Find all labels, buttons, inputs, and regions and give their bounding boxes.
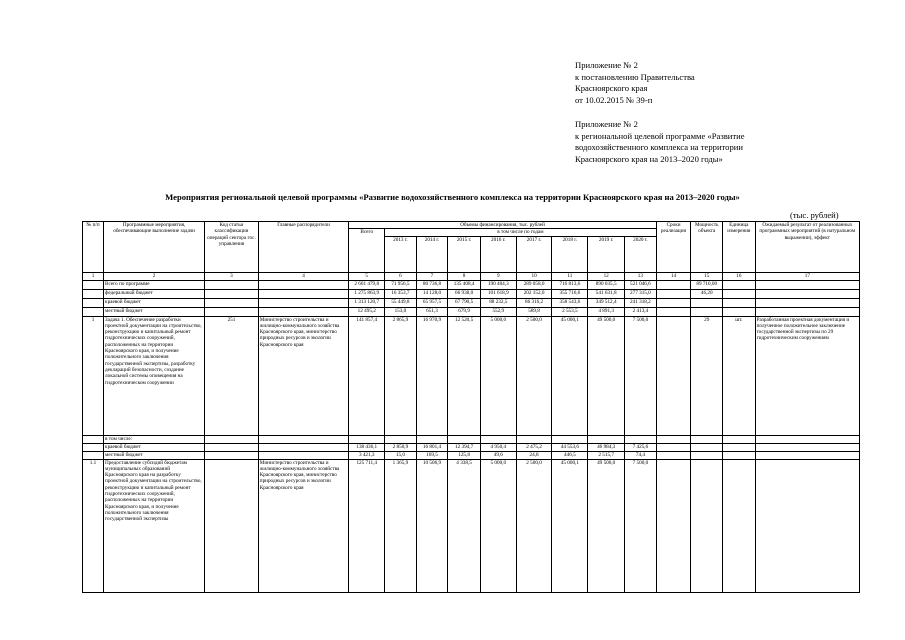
subtask-value: 7 500,0 (625, 459, 657, 592)
task-value: 16 970,9 (416, 316, 448, 435)
subtask-label: Предоставление субсидий бюджетам муниципальных образований Красноярского края на разработку проектной документации на строительство, реконструкцию и капитальный ремонт гидротехнических сооружений, расположенных на территории Красноярского края, и получение положительного заключения государственной экспертизы (104, 459, 205, 592)
summary-value: 679,9 (448, 307, 481, 316)
appendix-line: Красноярского края (575, 83, 648, 94)
summary-value: 241 318,2 (625, 298, 657, 307)
summary-value: 716 813,6 (552, 280, 588, 289)
summary-value: 2 413,4 (625, 307, 657, 316)
appendix-line: Приложение № 2 (575, 119, 638, 129)
task-capacity: 29 (691, 316, 723, 435)
summary-value: 552,9 (480, 307, 516, 316)
col-number: 2 (104, 272, 205, 280)
header-year: 2015 г. (448, 236, 481, 272)
task-value: 45 000,1 (552, 316, 588, 435)
appendix-line: Приложение № 2 (575, 60, 638, 70)
header-by-years: в том числе по годам (385, 229, 657, 236)
header-funding: Объемы финансирования, тыс. рублей (349, 222, 656, 229)
task-unit: шт. (723, 316, 756, 435)
header-total: Всего (349, 229, 385, 272)
col-number: 15 (691, 272, 723, 280)
breakdown-value: 125,8 (448, 451, 481, 459)
summary-value: 289 058,0 (516, 280, 552, 289)
summary-value: 202 152,0 (516, 289, 552, 298)
header-year: 2019 г. (588, 236, 625, 272)
summary-capacity: 89 710,00 (691, 280, 723, 289)
subtask-managers: Министерство строительства и жилищно-коммунального хозяйства Красноярского края, министерство природных ресурсов и экологии Красноярского края (258, 459, 349, 592)
breakdown-value: 2 515,7 (588, 451, 625, 459)
subtask-value: 49 500,0 (588, 459, 625, 592)
header-unit: Единица измерения (723, 222, 756, 273)
subtask-value: 1 365,9 (385, 459, 417, 592)
summary-value: 16 353,7 (385, 289, 417, 298)
task-number: 1 (83, 316, 104, 435)
col-number: 1 (83, 272, 104, 280)
breakdown-label: местный бюджет (104, 451, 205, 459)
summary-value: 651,3 (416, 307, 448, 316)
col-number: 12 (588, 272, 625, 280)
breakdown-value: 46 984,3 (588, 443, 625, 451)
summary-value: 14 128,0 (416, 289, 448, 298)
summary-value: 358 543,6 (552, 298, 588, 307)
breakdown-value: 4 950,4 (480, 443, 516, 451)
summary-value: 349 512,4 (588, 298, 625, 307)
appendix-line: к региональной целевой программе «Развитие (575, 130, 745, 141)
summary-value: 101 618,9 (480, 289, 516, 298)
appendix-line: от 10.02.2015 № 39-п (575, 94, 653, 105)
task-value: 49 500,0 (588, 316, 625, 435)
col-number: 9 (480, 272, 516, 280)
header-no: № п/п (83, 222, 104, 273)
header-year: 2017 г. (516, 236, 552, 272)
subtask-value: 10 506,9 (416, 459, 448, 592)
summary-value: 80 736,8 (416, 280, 448, 289)
breakdown-value: 16 801,4 (416, 443, 448, 451)
summary-value: 88 232,5 (480, 298, 516, 307)
summary-value: 1 313 120,7 (349, 298, 385, 307)
header-managers: Главные распорядители (258, 222, 349, 273)
summary-label: Всего по программе (104, 280, 205, 289)
appendix-line: водохозяйственного комплекса на территории (575, 142, 743, 153)
header-year: 2018 г. (552, 236, 588, 272)
summary-value: 190 404,3 (480, 280, 516, 289)
summary-value: 135 408,4 (448, 280, 481, 289)
subtask-value: 5 000,0 (480, 459, 516, 592)
col-number: 14 (656, 272, 691, 280)
summary-value: 2 601 479,8 (349, 280, 385, 289)
header-year: 2013 г. (385, 236, 417, 272)
subtask-value: 45 000,1 (552, 459, 588, 592)
summary-value: 589,8 (516, 307, 552, 316)
column-numbers-row (83, 272, 860, 280)
appendix-header-2 (575, 119, 745, 165)
document-title: Мероприятия региональной целевой программы «Развитие водохозяйственного комплекса на территории Красноярского края на 2013–2020 годы» (165, 192, 740, 202)
header-year: 2016 г. (480, 236, 516, 272)
col-number: 10 (516, 272, 552, 280)
col-number: 17 (755, 272, 859, 280)
subtask-row (83, 459, 860, 592)
header-code: Код статьи классификации операций сектора гос. управления (205, 222, 259, 273)
breakdown-value: 3 421,3 (349, 451, 385, 459)
summary-capacity: 46,20 (691, 289, 723, 298)
breakdown-value: 15,0 (385, 451, 417, 459)
summary-value: 277 315,0 (625, 289, 657, 298)
header-year: 2020 г. (625, 236, 657, 272)
breakdown-row-local (83, 451, 860, 459)
breakdown-value: 49,6 (480, 451, 516, 459)
breakdown-label: в том числе: (104, 435, 205, 443)
breakdown-value: 74,4 (625, 451, 657, 459)
col-number: 4 (258, 272, 349, 280)
task-result: Разработанная проектная документация и полученное положительное заключение государственной экспертизы по 29 гидротехническим сооружениям (755, 316, 859, 435)
summary-row-total (83, 280, 860, 289)
task-value: 12 520,5 (448, 316, 481, 435)
summary-value: 86 316,2 (516, 298, 552, 307)
summary-row-regional (83, 298, 860, 307)
col-number: 5 (349, 272, 385, 280)
col-number: 16 (723, 272, 756, 280)
summary-value: 890 035,5 (588, 280, 625, 289)
task-row (83, 316, 860, 435)
summary-value: 66 938,0 (448, 289, 481, 298)
task-value: 141 857,4 (349, 316, 385, 435)
summary-value: 65 957,5 (416, 298, 448, 307)
breakdown-value: 2 850,9 (385, 443, 417, 451)
breakdown-value: 138 436,1 (349, 443, 385, 451)
breakdown-value: 169,5 (416, 451, 448, 459)
task-value: 7 500,0 (625, 316, 657, 435)
summary-value: 55 449,8 (385, 298, 417, 307)
measures-table (82, 221, 860, 593)
task-code: 251 (205, 316, 259, 435)
subtask-value: 4 338,5 (448, 459, 481, 592)
summary-label: федеральный бюджет (104, 289, 205, 298)
header-capacity: Мощность объекта (691, 222, 723, 273)
header-result: Ожидаемый результат от реализованных программных мероприятий (в натуральном выражении), эффект (755, 222, 859, 273)
col-number: 11 (552, 272, 588, 280)
summary-value: 521 046,6 (625, 280, 657, 289)
task-value: 5 000,0 (480, 316, 516, 435)
header-deadlines: Сроки реализации (656, 222, 691, 273)
task-managers: Министерство строительства и жилищно-коммунального хозяйства Красноярского края, министерство природных ресурсов и экологии Красноярского края (258, 316, 349, 435)
summary-value: 355 716,6 (552, 289, 588, 298)
summary-value: 4 891,3 (588, 307, 625, 316)
task-value: 2 500,0 (516, 316, 552, 435)
subtask-value: 2 500,0 (516, 459, 552, 592)
header-measures: Программные мероприятия, обеспечивающие выполнение задачи (104, 222, 205, 273)
summary-value: 71 956,5 (385, 280, 417, 289)
summary-value: 153,0 (385, 307, 417, 316)
summary-label: местный бюджет (104, 307, 205, 316)
summary-value: 541 631,8 (588, 289, 625, 298)
summary-label: краевой бюджет (104, 298, 205, 307)
col-number: 3 (205, 272, 259, 280)
col-number: 7 (416, 272, 448, 280)
units-label: (тыс. рублей) (790, 210, 839, 220)
appendix-line: к постановлению Правительства (575, 71, 695, 82)
col-number: 6 (385, 272, 417, 280)
subtask-value: 125 711,4 (349, 459, 385, 592)
breakdown-row (83, 435, 860, 443)
breakdown-row-regional (83, 443, 860, 451)
summary-value: 12 495,2 (349, 307, 385, 316)
summary-value: 1 275 863,9 (349, 289, 385, 298)
header-year: 2014 г. (416, 236, 448, 272)
task-value: 2 865,9 (385, 316, 417, 435)
header-row (83, 222, 860, 229)
breakdown-value: 24,8 (516, 451, 552, 459)
summary-row-local (83, 307, 860, 316)
appendix-header-1 (575, 60, 695, 106)
breakdown-value: 2 475,2 (516, 443, 552, 451)
breakdown-value: 446,5 (552, 451, 588, 459)
summary-row-federal (83, 289, 860, 298)
subtask-number: 1.1 (83, 459, 104, 592)
appendix-line: Красноярского края на 2013–2020 годы» (575, 153, 723, 164)
summary-value: 67 790,5 (448, 298, 481, 307)
breakdown-value: 44 553,6 (552, 443, 588, 451)
breakdown-label: краевой бюджет (104, 443, 205, 451)
breakdown-value: 12 394,7 (448, 443, 481, 451)
breakdown-value: 7 425,6 (625, 443, 657, 451)
task-label: Задача 1. Обеспечение разработки проектной документации на строительство, реконструкцию и капитальный ремонт гидротехнических сооружений, расположенных на территории Красноярского края, и получение положительного заключения государственной экспертизы, разработку деклараций безопасности, создание локальной системы оповещения на гидротехническом сооружении (104, 316, 205, 435)
col-number: 8 (448, 272, 481, 280)
col-number: 13 (625, 272, 657, 280)
summary-value: 2 553,5 (552, 307, 588, 316)
